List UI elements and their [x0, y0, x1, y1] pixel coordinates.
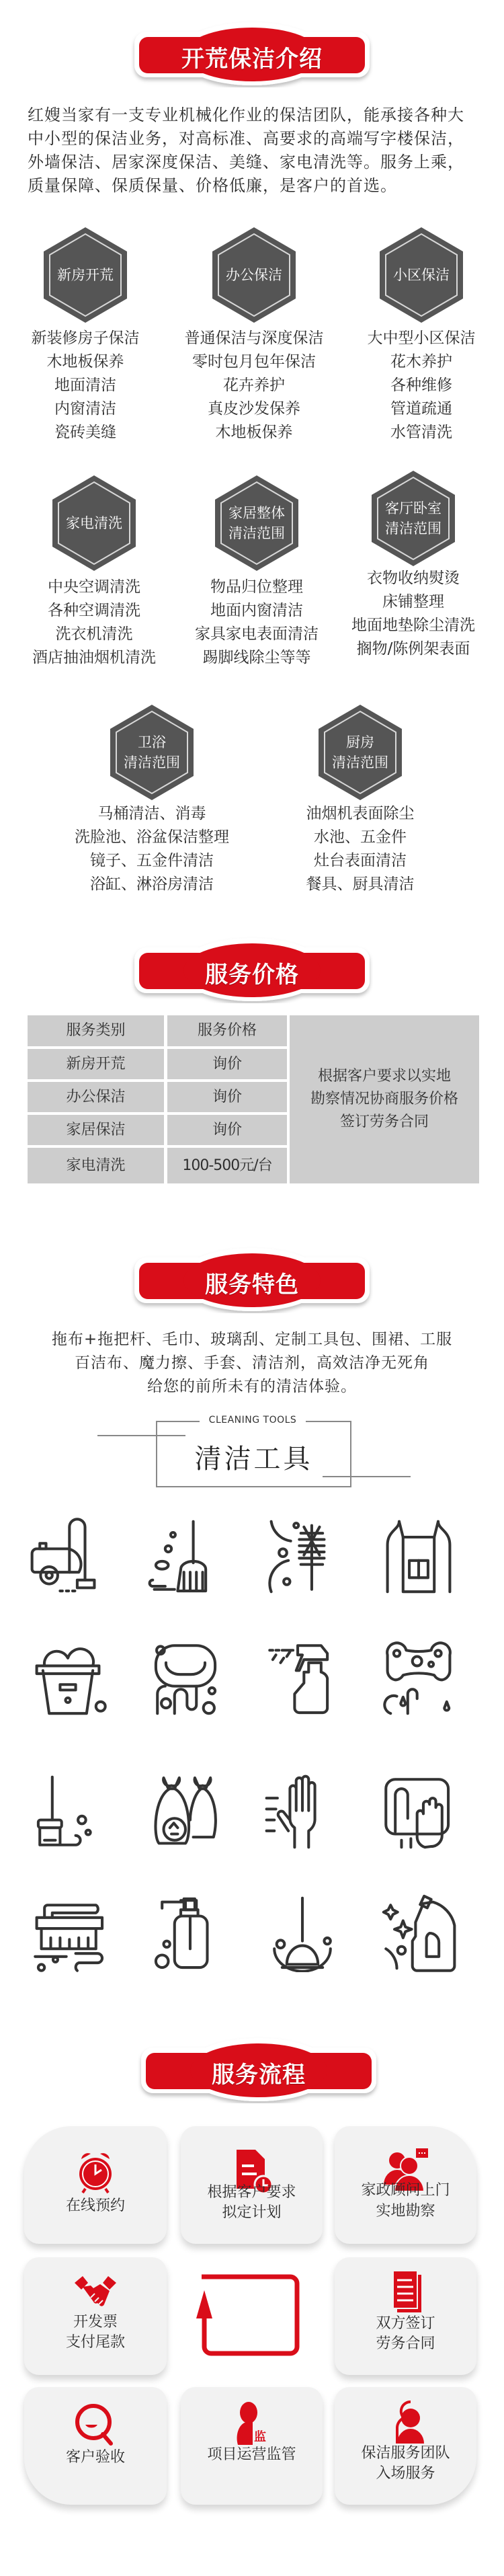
category-item: 内窗清洁 — [54, 400, 116, 418]
handshake-icon — [72, 2269, 119, 2316]
category-badge — [215, 475, 298, 571]
process-step-label: 在线预约 — [65, 2197, 125, 2214]
intro-line: 红嫂当家有一支专业机械化作业的保洁团队，能承接各种大 — [28, 106, 464, 124]
category-label-line: 清洁范围 — [332, 754, 388, 771]
process-step-label: 家政顾问上门 — [361, 2182, 450, 2199]
supervisor-icon — [228, 2401, 276, 2448]
features-line: 百洁布、魔力擦、手套、清洁剂，高效洁净无死角 — [75, 1354, 429, 1372]
table-cell-category: 家电清洗 — [28, 1148, 164, 1183]
section-banner-features — [131, 1246, 373, 1313]
category-item: 地面清洁 — [54, 377, 116, 394]
category-label-line: 厨房 — [346, 734, 374, 750]
category-item: 花木养护 — [390, 353, 452, 370]
intro-line: 质量保障、保质保量、价格低廉，是客户的首选。 — [28, 176, 397, 195]
spray-bottle-icon — [263, 1639, 341, 1717]
category-badge — [319, 705, 402, 800]
section-banner-pricing — [131, 936, 373, 1003]
category-label — [215, 503, 298, 543]
category-item: 各种维修 — [390, 377, 452, 394]
section-title: 服务流程 — [212, 2062, 306, 2089]
category-item: 管道疏通 — [390, 400, 452, 418]
category-label — [52, 513, 136, 533]
category-label — [44, 265, 127, 285]
section-banner-process — [138, 2036, 380, 2103]
scrub-brush-icon — [29, 1894, 107, 1972]
process-cycle-arrow-icon — [195, 2270, 306, 2362]
process-step-label: 保洁服务团队 — [361, 2445, 450, 2462]
apron-icon — [380, 1518, 458, 1596]
category-item: 镜子、五金件清洁 — [90, 852, 214, 869]
table-cell-price: 100-500元/台 — [167, 1148, 287, 1183]
category-item: 各种空调清洗 — [48, 602, 140, 619]
contract-documents-icon — [382, 2269, 429, 2316]
gloves-icon — [263, 1773, 341, 1851]
section-title: 服务特色 — [205, 1272, 299, 1298]
category-item: 地面地垫除尘清洗 — [351, 617, 475, 634]
process-step-card — [24, 2387, 167, 2505]
category-label-line: 清洁范围 — [228, 525, 285, 541]
category-items — [176, 576, 337, 670]
category-item: 地面内窗清洁 — [210, 602, 303, 619]
category-item: 物品归位整理 — [210, 578, 303, 596]
category-item: 中央空调清洗 — [48, 578, 140, 596]
category-label-line: 客厅卧室 — [385, 500, 442, 516]
process-step-card — [335, 2387, 476, 2505]
category-items — [71, 802, 233, 896]
category-label — [319, 732, 402, 773]
table-cell-category: 新房开荒 — [28, 1049, 164, 1079]
category-item: 踢脚线除尘等等 — [202, 649, 311, 666]
category-item: 零时包月包年保洁 — [192, 353, 316, 370]
process-step-label: 劳务合同 — [376, 2335, 435, 2352]
sponge-icon — [380, 1639, 458, 1717]
category-badge — [372, 471, 455, 566]
category-label-line: 卫浴 — [138, 734, 166, 750]
process-step-card — [181, 2126, 323, 2244]
table-note — [290, 1015, 479, 1183]
features-line: 拖布+拖把杆、毛巾、玻璃刮、定制工具包、围裙、工服 — [51, 1331, 453, 1348]
category-item: 洗脸池、浴盆保洁整理 — [75, 828, 229, 846]
frame-top-right-segment — [306, 1421, 351, 1422]
trash-bags-icon — [146, 1773, 224, 1851]
category-label-line: 办公保洁 — [226, 267, 282, 283]
note-line: 勘察情况协商服务价格 — [310, 1091, 458, 1107]
cleaning-team-icon — [382, 2401, 429, 2448]
category-item: 真皮沙发保养 — [208, 400, 300, 418]
plunger-icon — [263, 1894, 341, 1972]
process-step-card — [335, 2126, 476, 2244]
broom-icon — [146, 1518, 224, 1596]
process-step-label: 拟定计划 — [222, 2204, 282, 2221]
category-items — [333, 567, 494, 661]
decor-line-left — [97, 1435, 185, 1436]
category-items — [173, 327, 335, 444]
intro-line: 中小型的保洁业务，对高标准、高要求的高端写字楼保洁， — [28, 129, 464, 148]
process-step-label: 根据客户要求 — [207, 2184, 296, 2201]
category-badge — [110, 705, 194, 800]
category-item: 马桶清洁、消毒 — [97, 805, 206, 822]
mop-icon — [29, 1773, 107, 1851]
alarm-clock-icon — [72, 2147, 119, 2194]
table-cell-category: 家居保洁 — [28, 1115, 164, 1145]
category-item: 大中型小区保洁 — [367, 329, 476, 347]
category-item: 酒店抽油烟机清洗 — [32, 649, 156, 666]
note-line: 签订劳务合同 — [339, 1114, 429, 1130]
detergent-bottle-icon — [380, 1894, 458, 1972]
category-item: 花卉养护 — [223, 377, 285, 394]
category-item: 瓷砖美缝 — [54, 424, 116, 441]
process-step-card — [24, 2126, 167, 2244]
inspection-search-icon — [72, 2401, 119, 2448]
process-step-label: 实地勘察 — [376, 2203, 435, 2220]
category-label-line: 清洁范围 — [124, 754, 180, 771]
category-label-line: 新房开荒 — [57, 267, 114, 283]
category-item: 浴缸、淋浴房清洁 — [90, 875, 214, 893]
bucket-icon — [29, 1639, 107, 1717]
section-banner-intro — [131, 20, 373, 87]
category-badge — [44, 227, 127, 323]
category-label — [110, 732, 194, 773]
category-label — [212, 265, 296, 285]
table-header-price: 服务价格 — [167, 1015, 287, 1046]
intro-paragraph — [28, 104, 485, 198]
soap-bar-icon — [146, 1639, 224, 1717]
category-item: 床铺整理 — [382, 593, 444, 611]
category-item: 木地板保养 — [215, 424, 293, 441]
category-label-line: 小区保洁 — [393, 267, 450, 283]
table-cell-price: 询价 — [167, 1115, 287, 1145]
table-cell-price: 询价 — [167, 1082, 287, 1112]
category-label — [380, 265, 463, 285]
table-header-category: 服务类别 — [28, 1015, 164, 1046]
category-item: 灶台表面清洁 — [314, 852, 407, 869]
process-step-label: 双方签订 — [376, 2315, 435, 2332]
category-item: 洗衣机清洗 — [55, 625, 133, 643]
svg-text:监: 监 — [253, 2430, 266, 2444]
bottle-brush-icon — [263, 1518, 341, 1596]
section-title: 开荒保洁介绍 — [181, 46, 323, 73]
intro-line: 外墙保洁、居家深度保洁、美缝、家电清洗等。服务上乘， — [28, 153, 464, 171]
note-line: 根据客户要求以实地 — [317, 1068, 451, 1085]
process-step-label: 支付尾款 — [65, 2334, 125, 2351]
category-items — [280, 802, 441, 896]
tools-title: 清洁工具 — [194, 1444, 313, 1475]
category-item: 水池、五金件 — [314, 828, 407, 846]
table-cell-category: 办公保洁 — [28, 1082, 164, 1112]
category-item: 家具家电表面清洁 — [195, 625, 319, 643]
process-step-label: 入场服务 — [376, 2465, 435, 2482]
category-item: 餐具、厨具清洁 — [306, 875, 415, 893]
category-item: 水管清洗 — [390, 424, 452, 441]
category-items — [5, 327, 166, 444]
category-label-line: 家居整体 — [228, 505, 285, 521]
tools-label-en: CLEANING TOOLS — [208, 1415, 297, 1426]
process-step-label: 开发票 — [73, 2314, 118, 2331]
category-badge — [212, 227, 296, 323]
decor-line-right — [323, 1476, 411, 1477]
soap-dispenser-icon — [146, 1894, 224, 1972]
category-items — [341, 327, 502, 444]
category-item: 新装修房子保洁 — [31, 329, 140, 347]
category-item: 搁物/陈例架表面 — [356, 640, 470, 658]
category-item: 普通保洁与深度保洁 — [184, 329, 324, 347]
section-title: 服务价格 — [205, 962, 299, 988]
process-step-label: 客户验收 — [65, 2449, 125, 2466]
category-item: 衣物收纳熨烫 — [367, 570, 460, 587]
category-label-line: 清洁范围 — [385, 520, 442, 537]
process-step-label: 项目运营监管 — [207, 2446, 296, 2463]
process-step-card — [181, 2387, 323, 2505]
process-step-card — [24, 2257, 167, 2375]
frame-top-left-segment — [156, 1421, 200, 1422]
category-label-line: 家电清洗 — [66, 515, 122, 531]
category-badge — [52, 475, 136, 571]
vacuum-cleaner-icon — [29, 1518, 107, 1596]
category-items — [13, 576, 175, 670]
features-line: 给您的前所未有的清洁体验。 — [147, 1378, 357, 1395]
table-cell-price: 询价 — [167, 1049, 287, 1079]
category-badge — [380, 227, 463, 323]
hand-wiping-icon — [380, 1773, 458, 1851]
process-step-card — [335, 2257, 476, 2375]
category-label — [372, 498, 455, 539]
category-item: 木地板保养 — [46, 353, 124, 370]
category-item: 油烟机表面除尘 — [306, 805, 415, 822]
